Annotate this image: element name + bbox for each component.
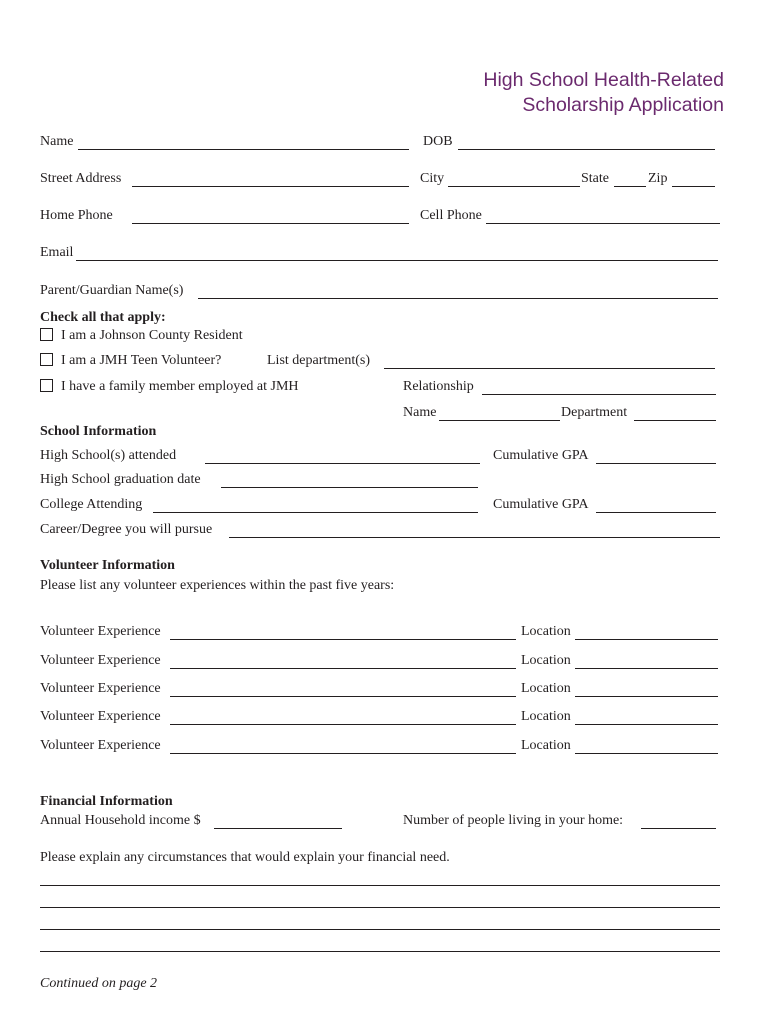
family-department-field[interactable] bbox=[634, 420, 716, 421]
college-field[interactable] bbox=[153, 512, 478, 513]
grad-date-field[interactable] bbox=[221, 487, 478, 488]
email-field[interactable] bbox=[76, 260, 718, 261]
family-name-row bbox=[40, 404, 720, 424]
name-field[interactable] bbox=[78, 149, 409, 150]
volunteer-row bbox=[40, 737, 720, 757]
college-gpa-field[interactable] bbox=[596, 512, 716, 513]
resident-label: I am a Johnson County Resident bbox=[61, 328, 243, 343]
family-member-checkbox[interactable] bbox=[40, 379, 53, 392]
city-label: City bbox=[420, 171, 445, 186]
dob-field[interactable] bbox=[458, 149, 715, 150]
school-attended-row bbox=[40, 447, 720, 467]
volunteer-location-label: Location bbox=[521, 681, 571, 696]
explain-row bbox=[40, 849, 720, 869]
hs-gpa-label: Cumulative GPA bbox=[493, 448, 589, 463]
volunteer-location-field[interactable] bbox=[575, 753, 718, 754]
volunteer-row bbox=[40, 680, 720, 700]
school-attended-field[interactable] bbox=[205, 463, 480, 464]
volunteer-heading: Volunteer Information bbox=[40, 558, 175, 573]
family-check-row bbox=[40, 378, 720, 398]
volunteer-location-label: Location bbox=[521, 624, 571, 639]
volunteer-location-label: Location bbox=[521, 738, 571, 753]
address-row bbox=[40, 170, 720, 190]
checks-heading-row bbox=[40, 309, 720, 329]
volunteer-row bbox=[40, 652, 720, 672]
volunteer-location-field[interactable] bbox=[575, 724, 718, 725]
career-field[interactable] bbox=[229, 537, 720, 538]
volunteer-row bbox=[40, 623, 720, 643]
household-size-field[interactable] bbox=[641, 828, 716, 829]
continued-note: Continued on page 2 bbox=[40, 976, 158, 991]
college-row bbox=[40, 496, 720, 516]
family-name-label: Name bbox=[403, 405, 437, 420]
volunteer-location-label: Location bbox=[521, 653, 571, 668]
cell-phone-label: Cell Phone bbox=[420, 208, 482, 223]
volunteer-location-field[interactable] bbox=[575, 668, 718, 669]
financial-heading: Financial Information bbox=[40, 794, 173, 809]
street-label: Street Address bbox=[40, 171, 122, 186]
financial-heading-row bbox=[40, 793, 720, 813]
list-department-label: List department(s) bbox=[267, 353, 371, 368]
guardian-row bbox=[40, 282, 720, 302]
list-department-field[interactable] bbox=[384, 368, 715, 369]
income-field[interactable] bbox=[214, 828, 342, 829]
school-heading-row bbox=[40, 423, 720, 443]
volunteer-experience-label: Volunteer Experience bbox=[40, 681, 161, 696]
zip-label: Zip bbox=[648, 171, 668, 186]
volunteer-experience-label: Volunteer Experience bbox=[40, 738, 161, 753]
household-size-label: Number of people living in your home: bbox=[403, 813, 624, 828]
career-label: Career/Degree you will pursue bbox=[40, 522, 213, 537]
teen-volunteer-checkbox[interactable] bbox=[40, 353, 53, 366]
teen-volunteer-label: I am a JMH Teen Volunteer? bbox=[61, 353, 222, 368]
volunteer-experience-field[interactable] bbox=[170, 724, 516, 725]
phone-row bbox=[40, 207, 720, 227]
state-field[interactable] bbox=[614, 186, 646, 187]
volunteer-location-label: Location bbox=[521, 709, 571, 724]
volunteer-heading-row bbox=[40, 557, 720, 577]
form-title bbox=[483, 68, 724, 118]
grad-date-label: High School graduation date bbox=[40, 472, 201, 487]
family-member-label: I have a family member employed at JMH bbox=[61, 379, 299, 394]
form-title-line-2: Scholarship Application bbox=[522, 94, 724, 116]
cell-phone-field[interactable] bbox=[486, 223, 720, 224]
college-gpa-label: Cumulative GPA bbox=[493, 497, 589, 512]
volunteer-experience-field[interactable] bbox=[170, 696, 516, 697]
zip-field[interactable] bbox=[672, 186, 715, 187]
city-field[interactable] bbox=[448, 186, 580, 187]
resident-row bbox=[40, 327, 720, 347]
volunteer-experience-label: Volunteer Experience bbox=[40, 653, 161, 668]
career-row bbox=[40, 521, 720, 541]
hs-gpa-field[interactable] bbox=[596, 463, 716, 464]
volunteer-check-row bbox=[40, 352, 720, 372]
checks-heading: Check all that apply: bbox=[40, 310, 166, 325]
explain-label: Please explain any circumstances that would explain your financial need. bbox=[40, 850, 450, 865]
dob-label: DOB bbox=[423, 134, 453, 149]
volunteer-instructions: Please list any volunteer experiences within the past five years: bbox=[40, 578, 395, 593]
street-field[interactable] bbox=[132, 186, 409, 187]
volunteer-instructions-row bbox=[40, 577, 720, 597]
volunteer-row bbox=[40, 708, 720, 728]
college-label: College Attending bbox=[40, 497, 143, 512]
footer-row bbox=[40, 975, 720, 995]
school-attended-label: High School(s) attended bbox=[40, 448, 177, 463]
form-title-line-1: High School Health-Related bbox=[483, 69, 724, 91]
guardian-field[interactable] bbox=[198, 298, 718, 299]
volunteer-experience-field[interactable] bbox=[170, 668, 516, 669]
volunteer-location-field[interactable] bbox=[575, 696, 718, 697]
volunteer-experience-label: Volunteer Experience bbox=[40, 709, 161, 724]
family-department-label: Department bbox=[561, 405, 628, 420]
income-row bbox=[40, 812, 720, 832]
volunteer-experience-label: Volunteer Experience bbox=[40, 624, 161, 639]
guardian-label: Parent/Guardian Name(s) bbox=[40, 283, 184, 298]
income-label: Annual Household income $ bbox=[40, 813, 201, 828]
volunteer-experience-field[interactable] bbox=[170, 753, 516, 754]
explain-line[interactable] bbox=[40, 951, 720, 952]
email-row bbox=[40, 244, 720, 264]
family-name-field[interactable] bbox=[439, 420, 560, 421]
home-phone-label: Home Phone bbox=[40, 208, 113, 223]
state-label: State bbox=[581, 171, 609, 186]
relationship-field[interactable] bbox=[482, 394, 716, 395]
volunteer-location-field[interactable] bbox=[575, 639, 718, 640]
email-label: Email bbox=[40, 245, 74, 260]
volunteer-experience-field[interactable] bbox=[170, 639, 516, 640]
home-phone-field[interactable] bbox=[132, 223, 409, 224]
explain-line[interactable] bbox=[40, 929, 720, 930]
name-label: Name bbox=[40, 134, 74, 149]
grad-date-row bbox=[40, 471, 720, 491]
explain-line[interactable] bbox=[40, 907, 720, 908]
resident-checkbox[interactable] bbox=[40, 328, 53, 341]
explain-line[interactable] bbox=[40, 885, 720, 886]
relationship-label: Relationship bbox=[403, 379, 474, 394]
name-dob-row bbox=[40, 133, 720, 153]
school-heading: School Information bbox=[40, 424, 157, 439]
